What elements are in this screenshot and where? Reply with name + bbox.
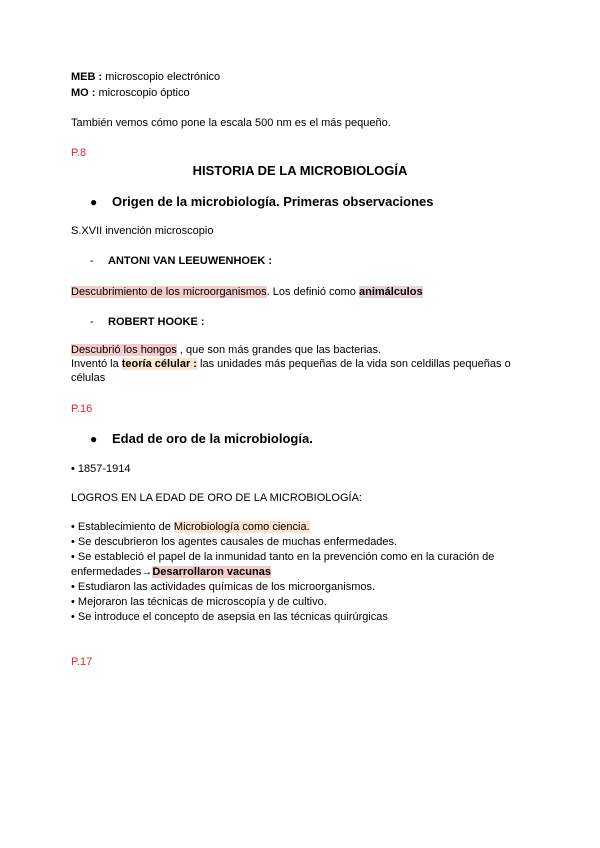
abbr-key: MO : (71, 87, 96, 99)
highlight-term: animálculos (358, 286, 423, 298)
subheading-text: ANTONI VAN LEEUWENHOEK : (108, 255, 272, 267)
highlight-term: teoría célular : (121, 358, 197, 370)
page-ref: P.8 (71, 147, 87, 159)
achievements-title: LOGROS EN LA EDAD DE ORO DE LA MICROBIOLOGÍA: (71, 492, 362, 504)
hooke-description (71, 343, 381, 358)
achievement-item: • Se descubrieron los agentes causales de muchas enfermedades. (71, 536, 398, 548)
subheading-text: ROBERT HOOKE : (108, 316, 205, 328)
page-ref: P.16 (71, 403, 93, 415)
highlight-text: Descubrimiento de los microorganismos (71, 286, 267, 298)
abbr-key: MEB : (71, 71, 103, 83)
achievement-item: • Se introduce el concepto de asepsia en las técnicas quirúrgicas (71, 611, 388, 623)
achievement-item: • Estudiaron las actividades químicas de los microorganismos. (71, 581, 376, 593)
abbr-mo (71, 86, 190, 101)
achievement-item (71, 520, 310, 535)
body-text: , que son más grandes que las bacterias. (176, 344, 382, 356)
achievement-item-cont (71, 565, 271, 580)
hooke-theory-cont: células (71, 372, 106, 384)
section-heading-text: Edad de oro de la microbiología. (112, 431, 313, 446)
body-text: • Establecimiento de (71, 521, 174, 533)
body-text: . Los definió como (266, 286, 359, 298)
abbr-meb (71, 70, 220, 85)
bullet-icon: ● (90, 432, 98, 446)
highlight-term: Desarrollaron vacunas (152, 566, 271, 578)
leeuwenhoek-description (71, 285, 423, 300)
microscope-invention: S.XVII invención microscopio (71, 225, 214, 237)
hooke-theory (71, 357, 511, 372)
subheading-hooke (90, 315, 205, 330)
arrow-icon: → (141, 566, 153, 578)
page-title: HISTORIA DE LA MICROBIOLOGÍA (192, 163, 408, 178)
golden-age-years: • 1857-1914 (71, 463, 131, 475)
section-heading-text: Origen de la microbiología. Primeras observaciones (112, 194, 434, 209)
achievement-item: • Se estableció el papel de la inmunidad tanto en la prevención como en la curación de (71, 551, 495, 563)
body-text: Inventó la (71, 358, 122, 370)
page-ref: P.17 (71, 656, 93, 668)
highlight-text: Microbiología como ciencia. (173, 521, 310, 533)
body-text: enfermedades (71, 566, 142, 578)
dash-icon: - (90, 255, 94, 267)
abbr-value: microscopio electrónico (102, 71, 221, 83)
highlight-text: Descubrió los hongos (71, 344, 177, 356)
section-heading-golden-age (90, 430, 313, 448)
achievement-item: • Mejoraron las técnicas de microscopía y de cultivo. (71, 596, 327, 608)
subheading-leeuwenhoek (90, 254, 272, 269)
bullet-icon: ● (90, 195, 98, 209)
abbr-value: microscopio óptico (95, 87, 190, 99)
scale-note: También vemos cómo pone la escala 500 nm es el más pequeño. (71, 117, 391, 129)
dash-icon: - (90, 316, 94, 328)
body-text: las unidades más pequeñas de la vida son celdillas pequeñas o (196, 358, 511, 370)
section-heading-origin (90, 193, 434, 211)
